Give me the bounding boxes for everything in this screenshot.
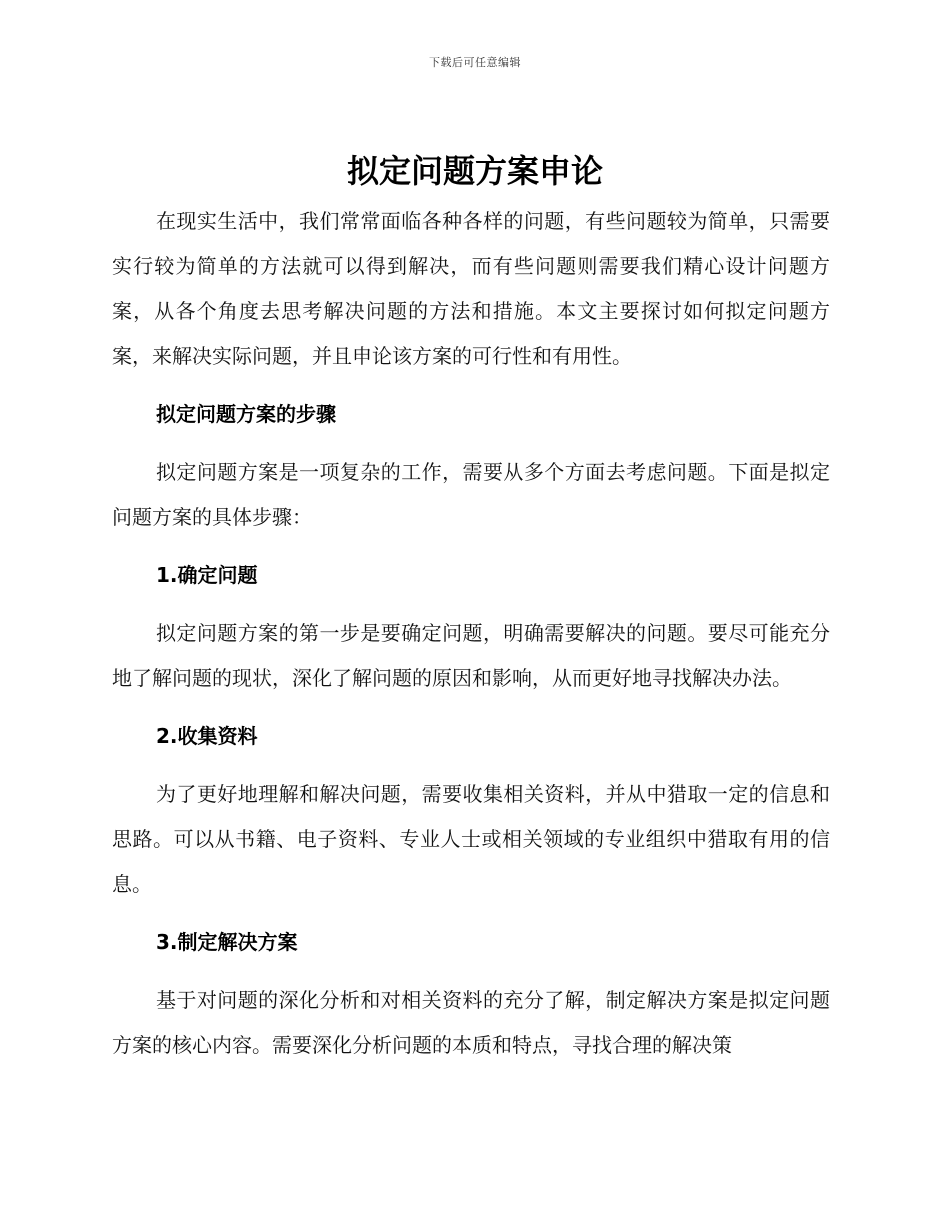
page-title: 拟定问题方案申论 (346, 152, 603, 190)
header-note: 下载后可任意编辑 (429, 56, 521, 69)
step-1-heading: 1.确定问题 (156, 563, 258, 587)
step-2-heading: 2.收集资料 (156, 724, 258, 748)
section-intro-paragraph: 拟定问题方案是一项复杂的工作，需要从多个方面去考虑问题。下面是拟定问题方案的具体步骤： (112, 460, 830, 529)
section-heading: 拟定问题方案的步骤 (156, 402, 336, 426)
step-3-heading: 3.制定解决方案 (156, 930, 298, 954)
intro-paragraph: 在现实生活中，我们常常面临各种各样的问题，有些问题较为简单，只需要实行较为简单的方法就可以得到解决，而有些问题则需要我们精心设计问题方案，从各个角度去思考解决问题的方法和措施。本文主要探讨如何拟定问题方案，来解决实际问题，并且申论该方案的可行性和有用性。 (112, 209, 830, 368)
step-3-paragraph: 基于对问题的深化分析和对相关资料的充分了解，制定解决方案是拟定问题方案的核心内容。需要深化分析问题的本质和特点，寻找合理的解决策 (112, 988, 830, 1057)
document-body (112, 199, 830, 1068)
step-1-paragraph: 拟定问题方案的第一步是要确定问题，明确需要解决的问题。要尽可能充分地了解问题的现状，深化了解问题的原因和影响，从而更好地寻找解决办法。 (112, 621, 830, 690)
step-2-paragraph: 为了更好地理解和解决问题，需要收集相关资料，并从中猎取一定的信息和思路。可以从书籍、电子资料、专业人士或相关领域的专业组织中猎取有用的信息。 (112, 782, 830, 896)
